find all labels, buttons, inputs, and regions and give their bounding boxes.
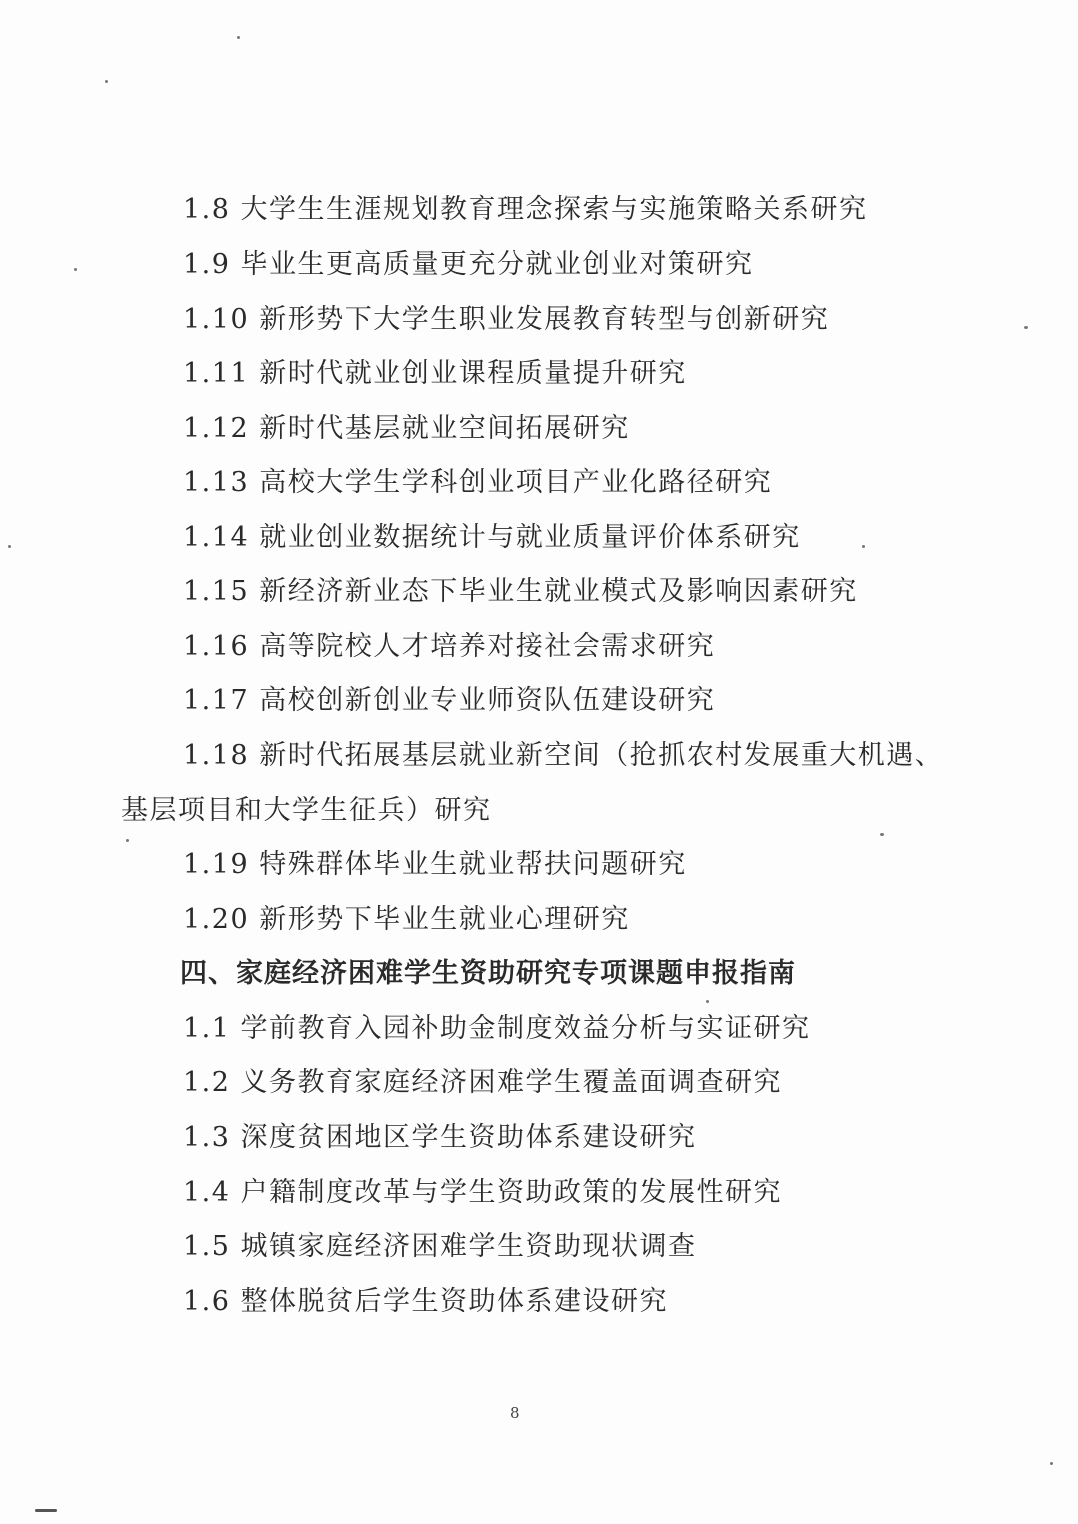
list-item: 1.11 新时代就业创业课程质量提升研究 <box>183 358 687 389</box>
scan-speck <box>862 545 865 548</box>
scan-speck <box>706 1000 709 1003</box>
list-item: 1.15 新经济新业态下毕业生就业模式及影响因素研究 <box>183 576 858 607</box>
list-item: 1.6 整体脱贫后学生资助体系建设研究 <box>183 1286 669 1317</box>
scan-edge-mark <box>35 1509 57 1512</box>
list-item-continuation: 基层项目和大学生征兵）研究 <box>121 795 492 826</box>
list-item: 1.10 新形势下大学生职业发展教育转型与创新研究 <box>183 304 830 335</box>
scan-speck <box>126 839 129 842</box>
list-item: 1.1 学前教育入园补助金制度效益分析与实证研究 <box>183 1013 811 1044</box>
list-item: 1.14 就业创业数据统计与就业质量评价体系研究 <box>183 522 801 553</box>
list-item: 1.13 高校大学生学科创业项目产业化路径研究 <box>183 467 773 498</box>
list-item: 1.9 毕业生更高质量更充分就业创业对策研究 <box>183 249 754 280</box>
scan-speck <box>1050 1462 1053 1465</box>
list-item: 1.3 深度贫困地区学生资助体系建设研究 <box>183 1122 697 1153</box>
list-item: 1.16 高等院校人才培养对接社会需求研究 <box>183 631 716 662</box>
page-number: 8 <box>510 1404 520 1422</box>
list-item: 1.20 新形势下毕业生就业心理研究 <box>183 904 630 935</box>
scan-speck <box>105 80 108 83</box>
scan-speck <box>8 545 11 548</box>
list-item: 1.18 新时代拓展基层就业新空间（抢抓农村发展重大机遇、 <box>183 740 944 771</box>
scan-speck <box>237 36 240 39</box>
list-item: 1.2 义务教育家庭经济困难学生覆盖面调查研究 <box>183 1067 783 1098</box>
scan-speck <box>74 268 77 271</box>
list-item: 1.5 城镇家庭经济困难学生资助现状调查 <box>183 1231 697 1262</box>
scan-speck <box>1024 326 1028 329</box>
list-item: 1.19 特殊群体毕业生就业帮扶问题研究 <box>183 849 687 880</box>
list-item: 1.12 新时代基层就业空间拓展研究 <box>183 413 630 444</box>
list-item: 1.4 户籍制度改革与学生资助政策的发展性研究 <box>183 1177 783 1208</box>
list-item: 1.8 大学生生涯规划教育理念探索与实施策略关系研究 <box>183 194 868 225</box>
scan-speck <box>880 833 884 836</box>
list-item: 1.17 高校创新创业专业师资队伍建设研究 <box>183 685 716 716</box>
section-heading: 四、家庭经济困难学生资助研究专项课题申报指南 <box>180 958 796 989</box>
